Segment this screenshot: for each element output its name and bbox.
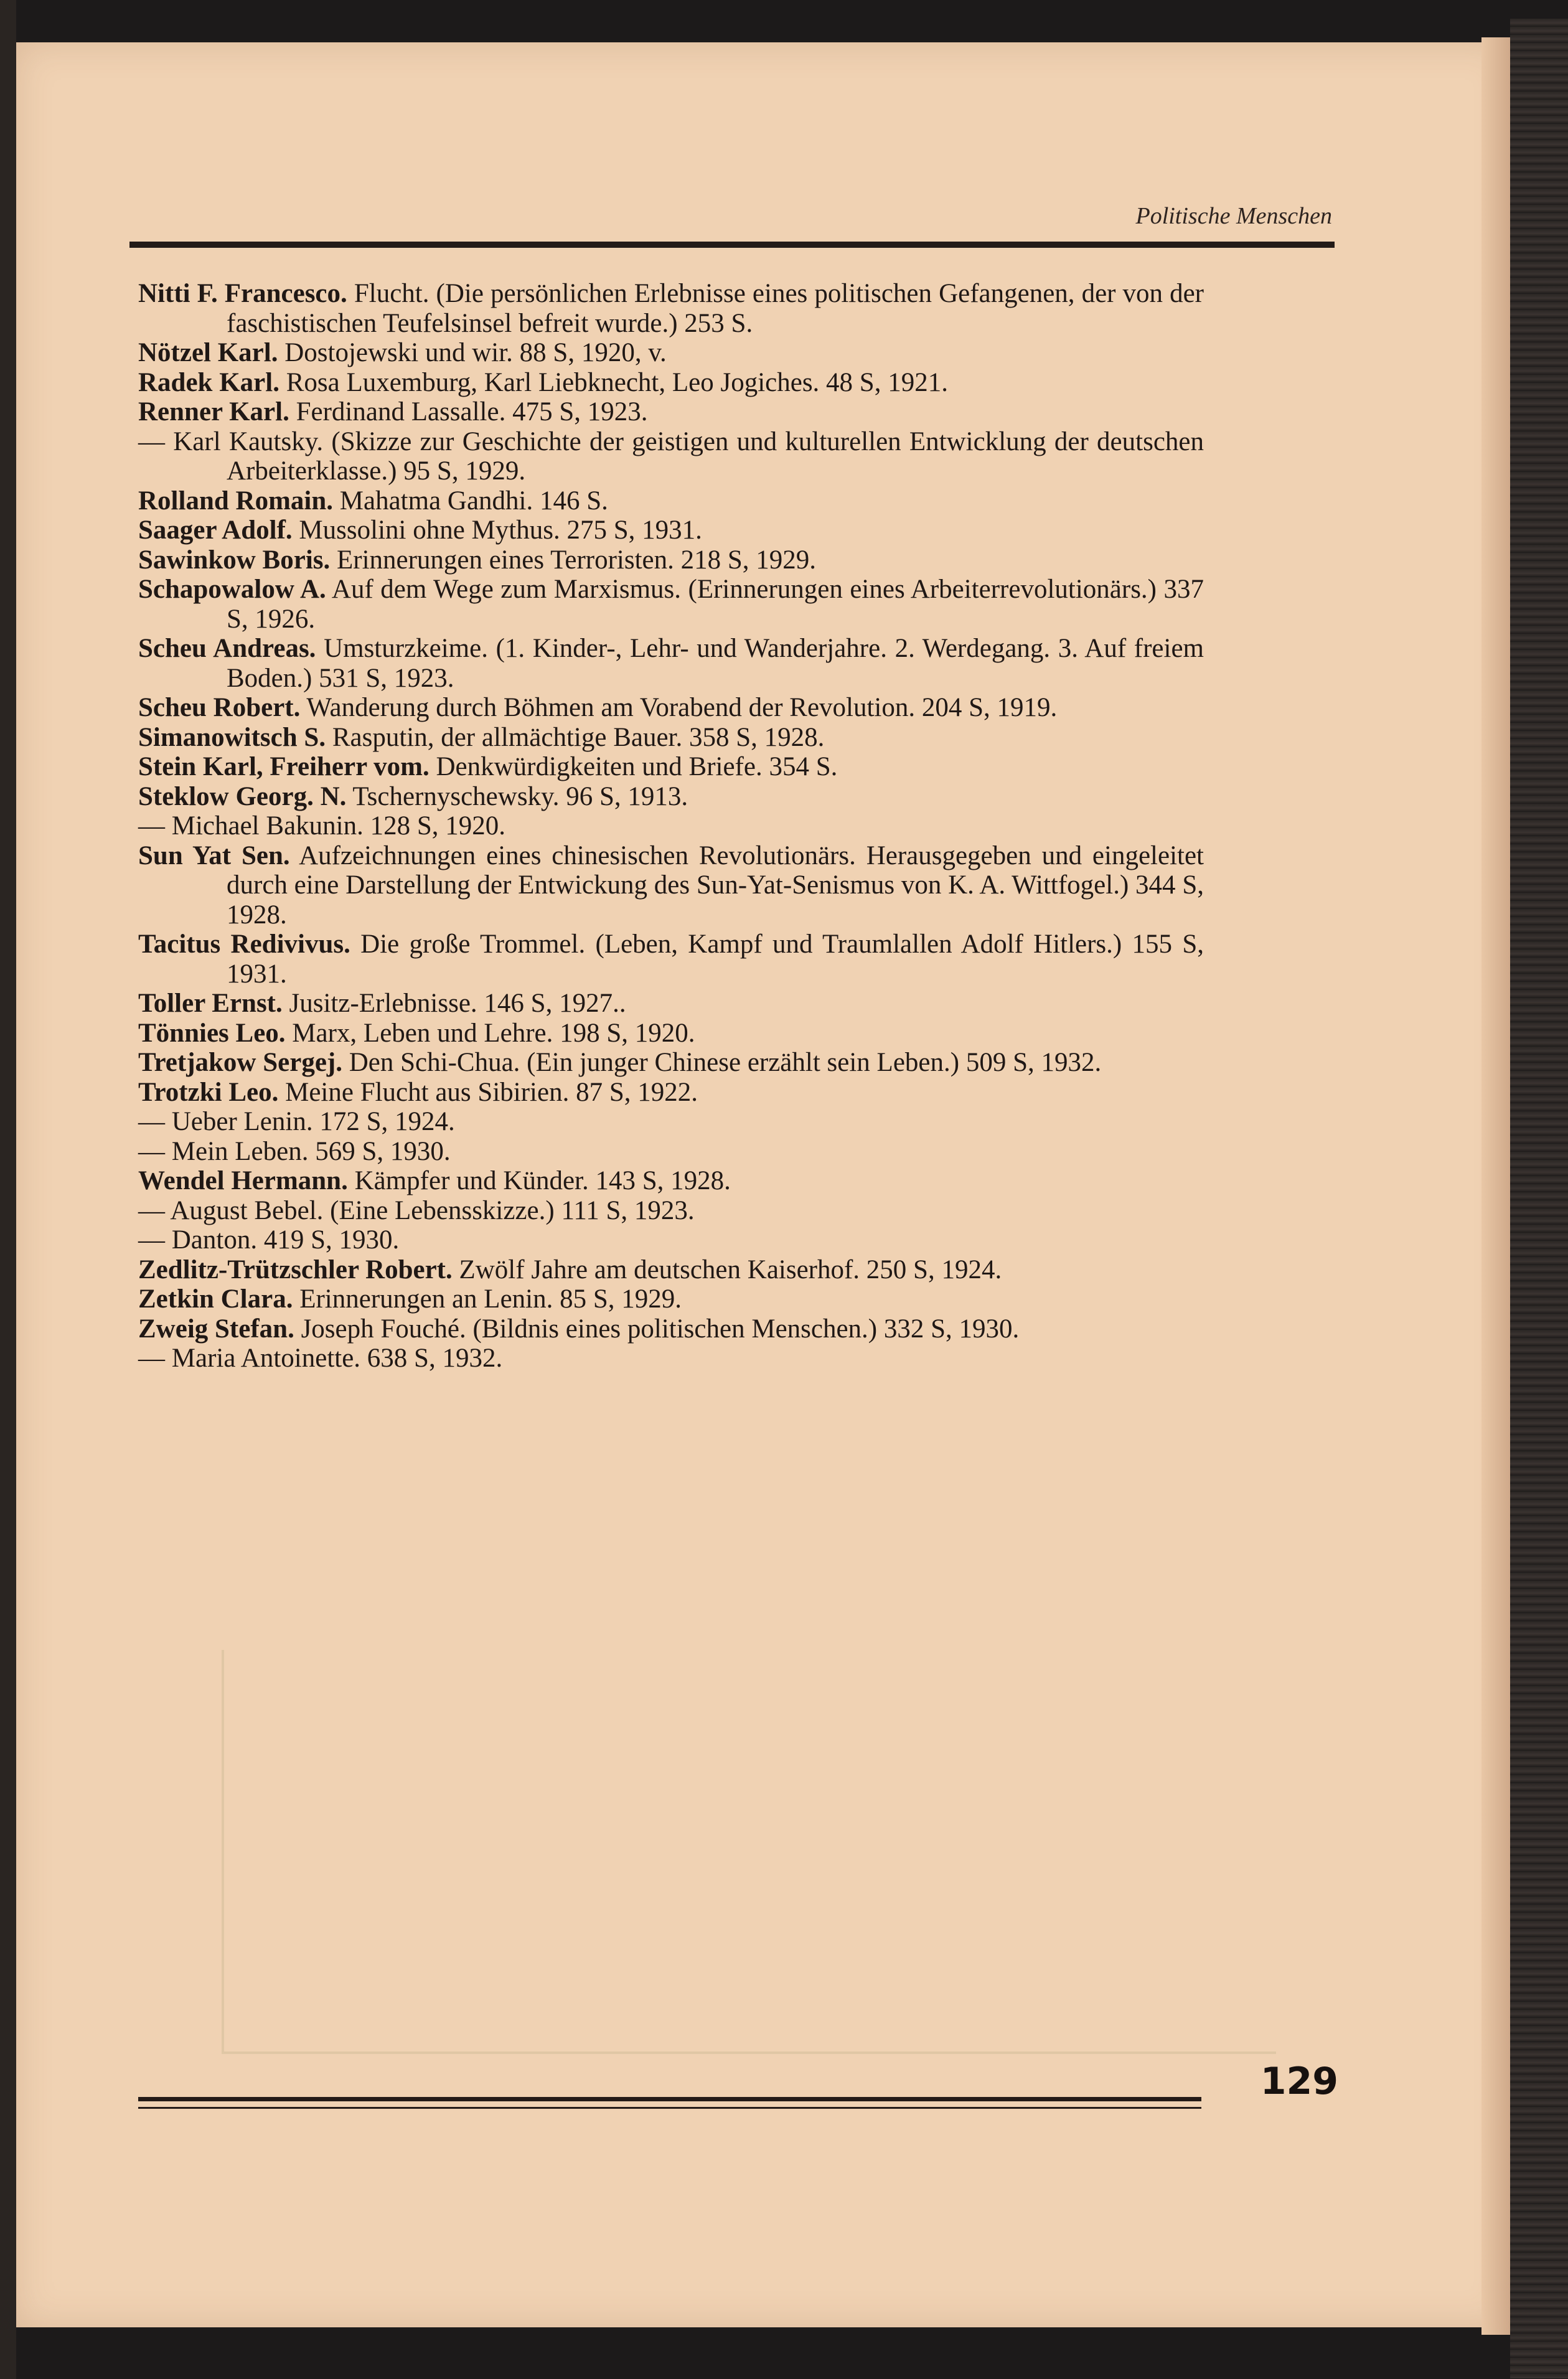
bibliography-entry (138, 930, 1204, 989)
entry-text: Den Schi-Chua. (Ein junger Chinese erzählt sein Leben.) 509 S, 1932. (342, 1048, 1102, 1077)
entry-text: Marx, Leben und Lehre. 198 S, 1920. (285, 1018, 695, 1048)
header-rule (129, 242, 1335, 248)
entry-author: Tönnies Leo. (138, 1018, 286, 1048)
bibliography-entry (138, 1019, 1204, 1048)
entry-text: — Mein Leben. 569 S, 1930. (138, 1136, 451, 1166)
bibliography-entry (138, 1314, 1204, 1344)
running-head: Politische Menschen (1135, 203, 1332, 229)
bibliography-entry (138, 397, 1204, 427)
show-through-frame (222, 1650, 1276, 2054)
entry-author: Wendel Hermann. (138, 1166, 348, 1195)
entry-text: Ferdinand Lassalle. 475 S, 1923. (289, 397, 648, 426)
bibliography-entry (138, 1166, 1204, 1196)
entry-text: Jusitz-Erlebnisse. 146 S, 1927.. (282, 989, 626, 1018)
entry-author: Steklow Georg. N. (138, 781, 347, 811)
entry-text: Umsturzkeime. (1. Kinder-, Lehr- und Wanderjahre. 2. Werdegang. 3. Auf freiem Boden.) 531 S, 1923. (227, 634, 1204, 693)
entry-author: Stein Karl, Freiherr vom. (138, 752, 430, 781)
entry-text: Aufzeichnungen eines chinesischen Revolutionärs. Herausgegeben und eingeleitet durch eine Darstellung der Entwickung des Sun-Yat-Senismus von K. A. Wittfogel.) 344 S, 1928. (227, 841, 1204, 930)
bibliography-entry (138, 545, 1204, 575)
bibliography-entry (138, 575, 1204, 634)
entry-author: Renner Karl. (138, 397, 289, 426)
entry-text: Meine Flucht aus Sibirien. 87 S, 1922. (278, 1077, 698, 1107)
entry-author: Tretjakow Sergej. (138, 1048, 342, 1077)
page-number: 129 (1260, 2060, 1338, 2103)
bibliography-entry (138, 368, 1204, 398)
entry-text: Zwölf Jahre am deutschen Kaiserhof. 250 S, 1924. (452, 1255, 1002, 1284)
footer-rule-thick (138, 2097, 1201, 2101)
entry-text: Die große Trommel. (Leben, Kampf und Traumlallen Adolf Hitlers.) 155 S, 1931. (227, 930, 1204, 989)
bibliography-entry (138, 1196, 1204, 1226)
entry-text: Tschernyschewsky. 96 S, 1913. (346, 781, 688, 811)
bibliography-entry (138, 427, 1204, 486)
entry-text: Dostojewski und wir. 88 S, 1920, v. (278, 338, 667, 367)
bibliography-entry (138, 516, 1204, 545)
bibliography-entry (138, 1048, 1204, 1078)
bibliography-entry (138, 1225, 1204, 1255)
entry-text: Auf dem Wege zum Marxismus. (Erinnerungen eines Arbeiterrevolutionärs.) 337 S, 1926. (227, 575, 1204, 634)
entry-text: Flucht. (Die persönlichen Erlebnisse eines politischen Gefangenen, der von der faschistischen Teufelsinsel befreit wurde.) 253 S. (227, 279, 1204, 338)
entry-author: Radek Karl. (138, 367, 279, 397)
bibliography-entry (138, 1137, 1204, 1167)
book-binding-left (0, 0, 16, 2379)
entry-author: Sun Yat Sen. (138, 841, 290, 870)
entry-text: Rasputin, der allmächtige Bauer. 358 S, 1928. (326, 722, 825, 752)
entry-author: Scheu Robert. (138, 693, 301, 722)
entry-text: Joseph Fouché. (Bildnis eines politischen Menschen.) 332 S, 1930. (294, 1314, 1020, 1344)
bibliography-entry (138, 1255, 1204, 1285)
bibliography-entry (138, 841, 1204, 930)
entry-author: Scheu Andreas. (138, 634, 316, 663)
bibliography-entry (138, 693, 1204, 723)
entry-author: Rolland Romain. (138, 486, 334, 516)
bibliography-entry (138, 782, 1204, 812)
entry-author: Simanowitsch S. (138, 722, 326, 752)
book-cover-edge (1510, 19, 1568, 2378)
entry-author: Saager Adolf. (138, 516, 293, 545)
entry-author: Nötzel Karl. (138, 338, 278, 367)
entry-text: Wanderung durch Böhmen am Vorabend der Revolution. 204 S, 1919. (300, 693, 1058, 722)
bibliography-entry (138, 723, 1204, 753)
entry-text: — Danton. 419 S, 1930. (138, 1225, 400, 1255)
bibliography-entry (138, 1078, 1204, 1108)
bibliography-entry (138, 811, 1204, 841)
entry-text: — Michael Bakunin. 128 S, 1920. (138, 811, 506, 841)
bibliography-entry (138, 486, 1204, 516)
entry-author: Nitti F. Francesco. (138, 279, 347, 308)
entry-author: Zweig Stefan. (138, 1314, 294, 1344)
entry-author: Zedlitz-Trützschler Robert. (138, 1255, 453, 1284)
entry-text: Mussolini ohne Mythus. 275 S, 1931. (292, 516, 702, 545)
entry-text: Erinnerungen an Lenin. 85 S, 1929. (293, 1284, 682, 1314)
entry-author: Tacitus Redivivus. (138, 930, 350, 959)
entry-author: Schapowalow A. (138, 575, 326, 604)
page-edge (1481, 37, 1510, 2335)
entry-author: Sawinkow Boris. (138, 545, 331, 575)
bibliography-entry (138, 279, 1204, 338)
bibliography-entry (138, 752, 1204, 782)
entry-text: — August Bebel. (Eine Lebensskizze.) 111 S, 1923. (138, 1195, 695, 1225)
entry-text: Erinnerungen eines Terroristen. 218 S, 1929. (330, 545, 817, 575)
entry-text: — Maria Antoinette. 638 S, 1932. (138, 1344, 503, 1373)
bibliography-entry (138, 989, 1204, 1019)
bibliography-list (138, 279, 1204, 1373)
footer-rule-thin (138, 2107, 1201, 2109)
entry-text: Denkwürdigkeiten und Briefe. 354 S. (429, 752, 838, 781)
entry-text: Kämpfer und Künder. 143 S, 1928. (347, 1166, 731, 1195)
bibliography-entry (138, 1344, 1204, 1373)
entry-text: Mahatma Gandhi. 146 S. (333, 486, 608, 516)
entry-text: — Ueber Lenin. 172 S, 1924. (138, 1107, 455, 1136)
entry-text: Rosa Luxemburg, Karl Liebknecht, Leo Jogiches. 48 S, 1921. (279, 367, 948, 397)
entry-author: Trotzki Leo. (138, 1077, 279, 1107)
bibliography-entry (138, 1284, 1204, 1314)
bibliography-entry (138, 1107, 1204, 1137)
entry-author: Toller Ernst. (138, 989, 283, 1018)
entry-text: — Karl Kautsky. (Skizze zur Geschichte der geistigen und kulturellen Entwicklung der deutschen Arbeiterklasse.) 95 S, 1929. (138, 426, 1204, 486)
bibliography-entry (138, 634, 1204, 693)
entry-author: Zetkin Clara. (138, 1284, 293, 1314)
bibliography-entry (138, 338, 1204, 368)
